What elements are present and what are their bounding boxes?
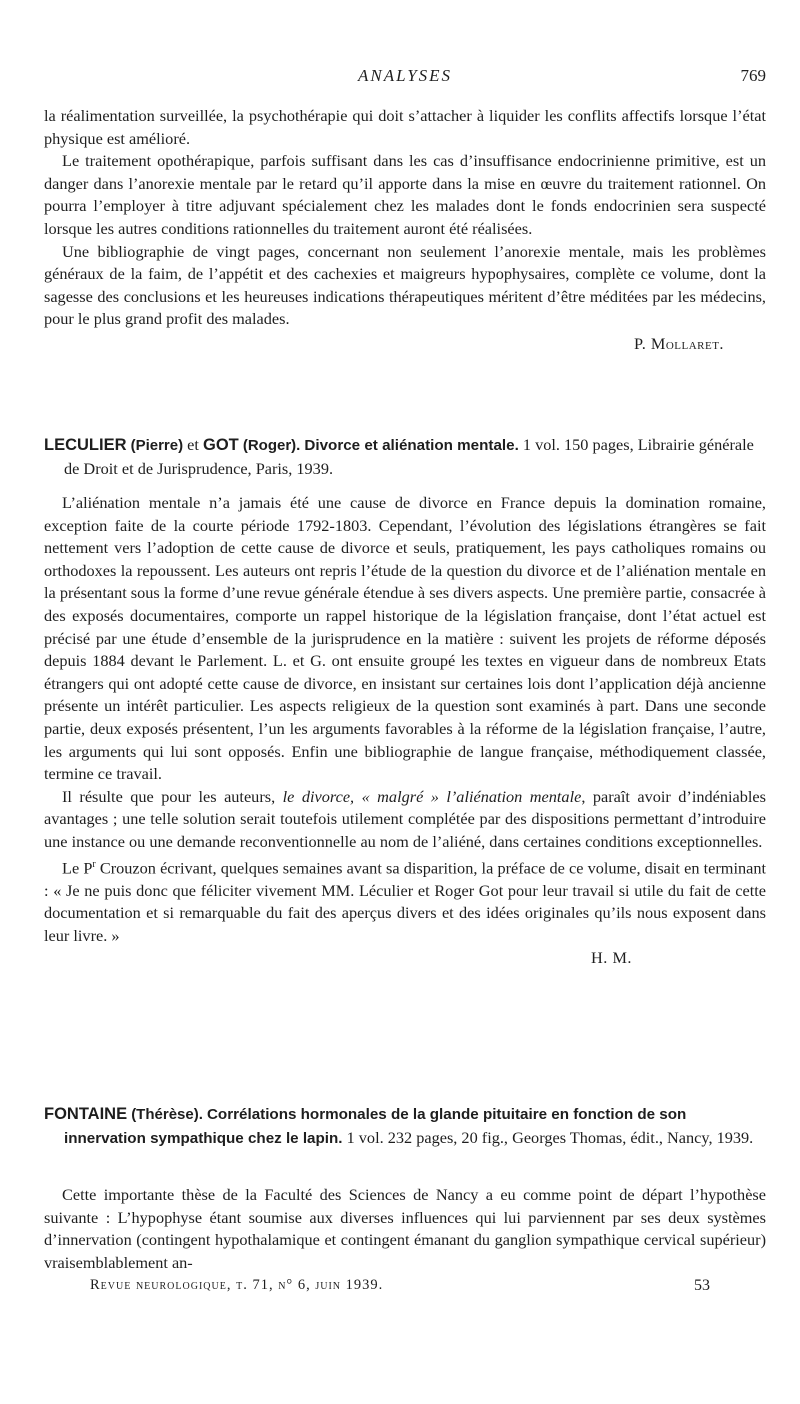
publication-details: 1 vol. 150 pages, Librairie générale de Droit et de Jurisprudence, Paris, 1939. (64, 435, 754, 478)
text-run: Il résulte que pour les auteurs, (62, 786, 283, 806)
author-surname: GOT (203, 436, 239, 454)
author-given-name: (Roger). (242, 437, 301, 454)
paragraph: L’aliénation mentale n’a jamais été une cause de divorce en France depuis la domination romaine, exception faite de la courte période 1792-1803. Cependant, l’évolution des législations étrangères se fait nettement vers l’adoption de cette cause de divorce et seuls, pratiquement, les pays catholiques romains ou orthodoxes la repoussent. Les auteurs ont repris l’étude de la question du divorce et de l’aliénation mentale en la présentant sous la forme d’une revue générale étendue à ses divers aspects. Une première partie, consacrée à des exposés documentaires, comporte un rappel historique de la législation française, dont l’état actuel est précisé par une étude d’ensemble de la jurisprudence en la matière : suivent les projets de réforme déposés depuis 1884 devant le Parlement. L. et G. ont ensuite groupé les textes en vigueur dans de nombreux Etats étrangers qui ont adopté cette cause de divorce, en insistant sur certaines lois dont l’application déjà ancienne présente un intérêt particulier. Les aspects religieux de la question sont examinés à part. Dans une seconde partie, deux exposés présentent, l’un les arguments favorables à la réforme de la législation française, l’autre, les arguments qui lui sont opposés. Enfin une bibliographie de langue française, méthodiquement classée, termine ce travail. (44, 493, 766, 784)
review-signature: H. M. (591, 948, 632, 968)
superscript: r (92, 858, 96, 870)
sheet-number: 53 (694, 1277, 710, 1294)
italic-text: le divorce, « malgré » l’aliénation mentale (282, 786, 582, 806)
text-run: , paraît avoir d’indéniables avantages ; une telle solution serait toutefois utilement complétée par des dispositions permettant d’introduire une instance ou une demande reconventionnelle au nom de l’aliéné, dans certaines conditions exceptionnelles. (44, 786, 766, 851)
previous-review-ending (44, 105, 766, 356)
publication-details: 1 vol. 232 pages, 20 fig., Georges Thomas, édit., Nancy, 1939. (342, 1128, 754, 1147)
paragraph: Cette importante thèse de la Faculté des Sciences de Nancy a eu comme point de départ l’hypothèse suivante : L’hypophyse étant soumise aux diverses influences qui lui parviennent par ses deux systèmes d’innervation (contingent hypothalamique et contingent émanant du ganglion sympathique cervical supérieur) vraisemblablement an- (44, 1185, 766, 1272)
author-given-name: (Thérèse). (131, 1106, 203, 1123)
author-surname: FONTAINE (44, 1105, 128, 1123)
review-heading-fontaine (44, 1102, 766, 1150)
paragraph: la réalimentation surveillée, la psychothérapie qui doit s’attacher à liquider les conflits affectifs lorsque l’état physique est amélioré. (44, 106, 766, 148)
paragraph: Une bibliographie de vingt pages, concernant non seulement l’anorexie mentale, mais les problèmes généraux de la faim, de l’appétit et des cachexies et maigreurs hypophysaires, complète ce volume, dont la sagesse des conclusions et les heureuses indications thérapeutiques méritent d’être méditées par les médecins, pour le plus grand profit des malades. (44, 241, 766, 329)
running-header (44, 66, 766, 92)
page-number: 769 (740, 66, 766, 85)
review-body-leculier (44, 492, 766, 970)
book-title: Corrélations hormonales de la glande pituitaire en fonction de son innervation sympathique chez le lapin. (64, 1106, 687, 1147)
journal-citation: Revue neurologique, t. 71, n° 6, juin 1939. (90, 1277, 384, 1293)
review-heading-leculier (44, 433, 766, 480)
conjunction: et (183, 435, 203, 454)
paragraph: Le traitement opothérapique, parfois suffisant dans les cas d’insuffisance endocrinienne primitive, est un danger dans l’anorexie mentale par le retard qu’il apporte dans la mise en œuvre du traitement rationnel. On pourra l’employer à titre adjuvant spécialement chez les malades dont le fonds endocrinien sera suspecté lorsque les autres conditions rationnelles du traitement auront été réalisées. (44, 151, 766, 238)
review-body-fontaine (44, 1184, 766, 1274)
author-given-name: (Pierre) (130, 437, 184, 454)
text-run: Crouzon écrivant, quelques semaines avant sa disparition, la préface de ce volume, disait en terminant : « Je ne puis donc que féliciter vivement MM. Léculier et Roger Got pour leur travail si utile du fait de cette documentation et si remarquable du fait des aperçus divers et des idées originales qu’ils nous exposent dans leur livre. » (44, 857, 766, 945)
paragraph (44, 854, 766, 948)
text-run: Le P (62, 857, 93, 877)
author-surname: LECULIER (44, 436, 127, 454)
book-title: Divorce et aliénation mentale. (304, 437, 519, 454)
page-footer (90, 1277, 710, 1301)
review-signature: P. Mollaret. (633, 333, 724, 353)
running-title: ANALYSES (357, 66, 453, 85)
paragraph (44, 786, 766, 854)
